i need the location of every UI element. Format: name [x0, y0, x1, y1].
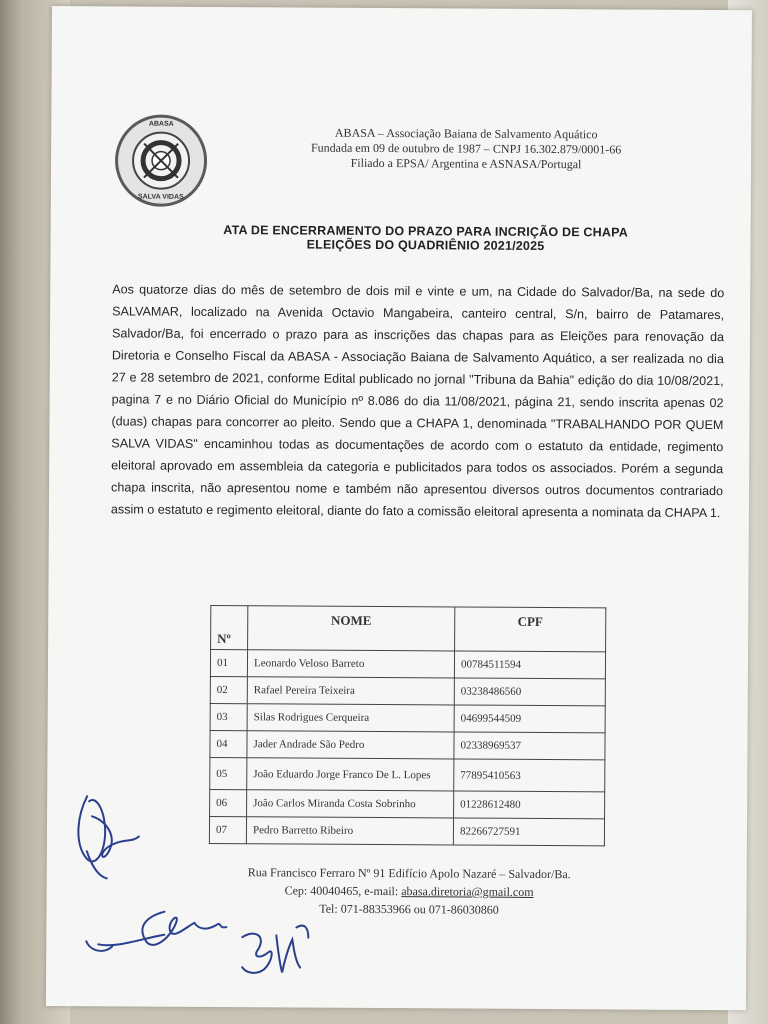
logo-bottom-text: SALVA VIDAS [137, 193, 184, 201]
row-name: Leonardo Veloso Barreto [247, 650, 454, 678]
lifebuoy-icon [132, 131, 190, 189]
footer-phone: Tel: 071-88353966 ou 071-86030860 [319, 901, 499, 917]
row-name: João Eduardo Jorge Franco De L. Lopes [247, 758, 454, 791]
row-num: 03 [210, 703, 247, 730]
row-name: Jader Andrade São Pedro [247, 731, 454, 759]
table-header-row [211, 605, 606, 651]
row-num: 07 [209, 816, 246, 843]
row-cpf: 01228612480 [454, 791, 605, 819]
row-cpf: 04699544509 [454, 705, 605, 733]
letterhead-line-1: ABASA – Associação Baiana de Salvamento Aquático [334, 125, 598, 142]
letterhead-line-2: Fundada em 09 de outubro de 1987 – CNPJ 16.302.879/0001-66 [310, 140, 622, 157]
footer-email-link[interactable]: abasa.diretoria@gmail.com [401, 884, 534, 899]
document-page [46, 6, 752, 1010]
table-row [210, 703, 605, 732]
signature-1-icon [78, 796, 139, 878]
row-num: 01 [210, 649, 247, 676]
row-name: Pedro Barretto Ribeiro [246, 817, 453, 845]
logo-top-text: ABASA [148, 120, 174, 128]
minutes-paragraph: Aos quatorze dias do mês de setembro de dois mil e vinte e um, na Cidade do Salvador/Ba, na sede do SALVAMAR, localizado na Avenida Octavio Mangabeira, canteiro central, S/n, bairro de Patamares, Salvador/Ba, foi encerrado o prazo para as inscrições das chapas para as Eleições para renovação da Diretoria e Conselho Fiscal da ABASA - Associação Baiana de Salvamento Aquático, a ser realizada no dia 27 e 28 setembro de 2021, conforme Edital publicado no jornal "Tribuna da Bahia" edição do dia 10/08/2021, pagina 7 e no Diário Oficial do Município nº 8.086 do dia 11/08/2021, página 21, sendo inscrita apenas 02 (duas) chapas para concorrer ao pleito. Sendo que a CHAPA 1, denominada "TRABALHANDO POR QUEM SALVA VIDAS" encaminhou todas as documentações de acordo com o estatuto da entidade, regimento eleitoral aprovado em assembleia da categoria e publicitados para todos os associados. Porém a segunda chapa inscrita, não apresentou nome e também não apresentou diversos outros documentos contrariado assim o estatuto e regimento eleitoral, diante do fato a comissão eleitoral apresenta a nominata da CHAPA 1. [110, 282, 725, 521]
row-name: Rafael Pereira Teixeira [247, 677, 454, 705]
signature-3-icon [242, 925, 308, 973]
row-name: Silas Rodrigues Cerqueira [247, 704, 454, 732]
signature-2-icon [86, 911, 226, 951]
row-cpf: 82266727591 [453, 818, 604, 846]
table-row [210, 789, 605, 818]
row-cpf: 77895410563 [454, 759, 605, 792]
title-line-2: ELEIÇÕES DO QUADRIÊNIO 2021/2025 [306, 237, 545, 254]
table-row [210, 676, 605, 705]
row-cpf: 03238486560 [454, 678, 605, 706]
table-row [210, 730, 605, 759]
header-name: NOME [248, 606, 455, 651]
row-name: João Carlos Miranda Costa Sobrinho [247, 790, 454, 818]
abasa-logo-seal [115, 114, 208, 207]
letterhead [256, 125, 676, 173]
row-num: 04 [210, 730, 247, 757]
table-row [209, 816, 604, 845]
slate-members-table [209, 605, 606, 846]
header-num: Nº [211, 605, 248, 649]
row-num: 02 [210, 676, 247, 703]
title-line-1: ATA DE ENCERRAMENTO DO PRAZO PARA INCRIÇÃO DE CHAPA [223, 223, 628, 240]
row-num: 05 [210, 757, 247, 789]
footer-cep: Cep: 40040465, e-mail: [284, 883, 402, 899]
header-cpf: CPF [455, 607, 606, 652]
document-title [146, 223, 706, 254]
row-cpf: 00784511594 [454, 651, 605, 679]
table-row [210, 757, 605, 791]
row-cpf: 02338969537 [454, 732, 605, 760]
footer-address: Rua Francisco Ferraro Nº 91 Edifício Apolo Nazaré – Salvador/Ba. [247, 865, 571, 882]
table-row [210, 649, 605, 678]
letter-footer [186, 863, 631, 920]
row-num: 06 [210, 789, 247, 816]
letterhead-line-3: Filiado a EPSA/ Argentina e ASNASA/Portugal [350, 155, 582, 172]
